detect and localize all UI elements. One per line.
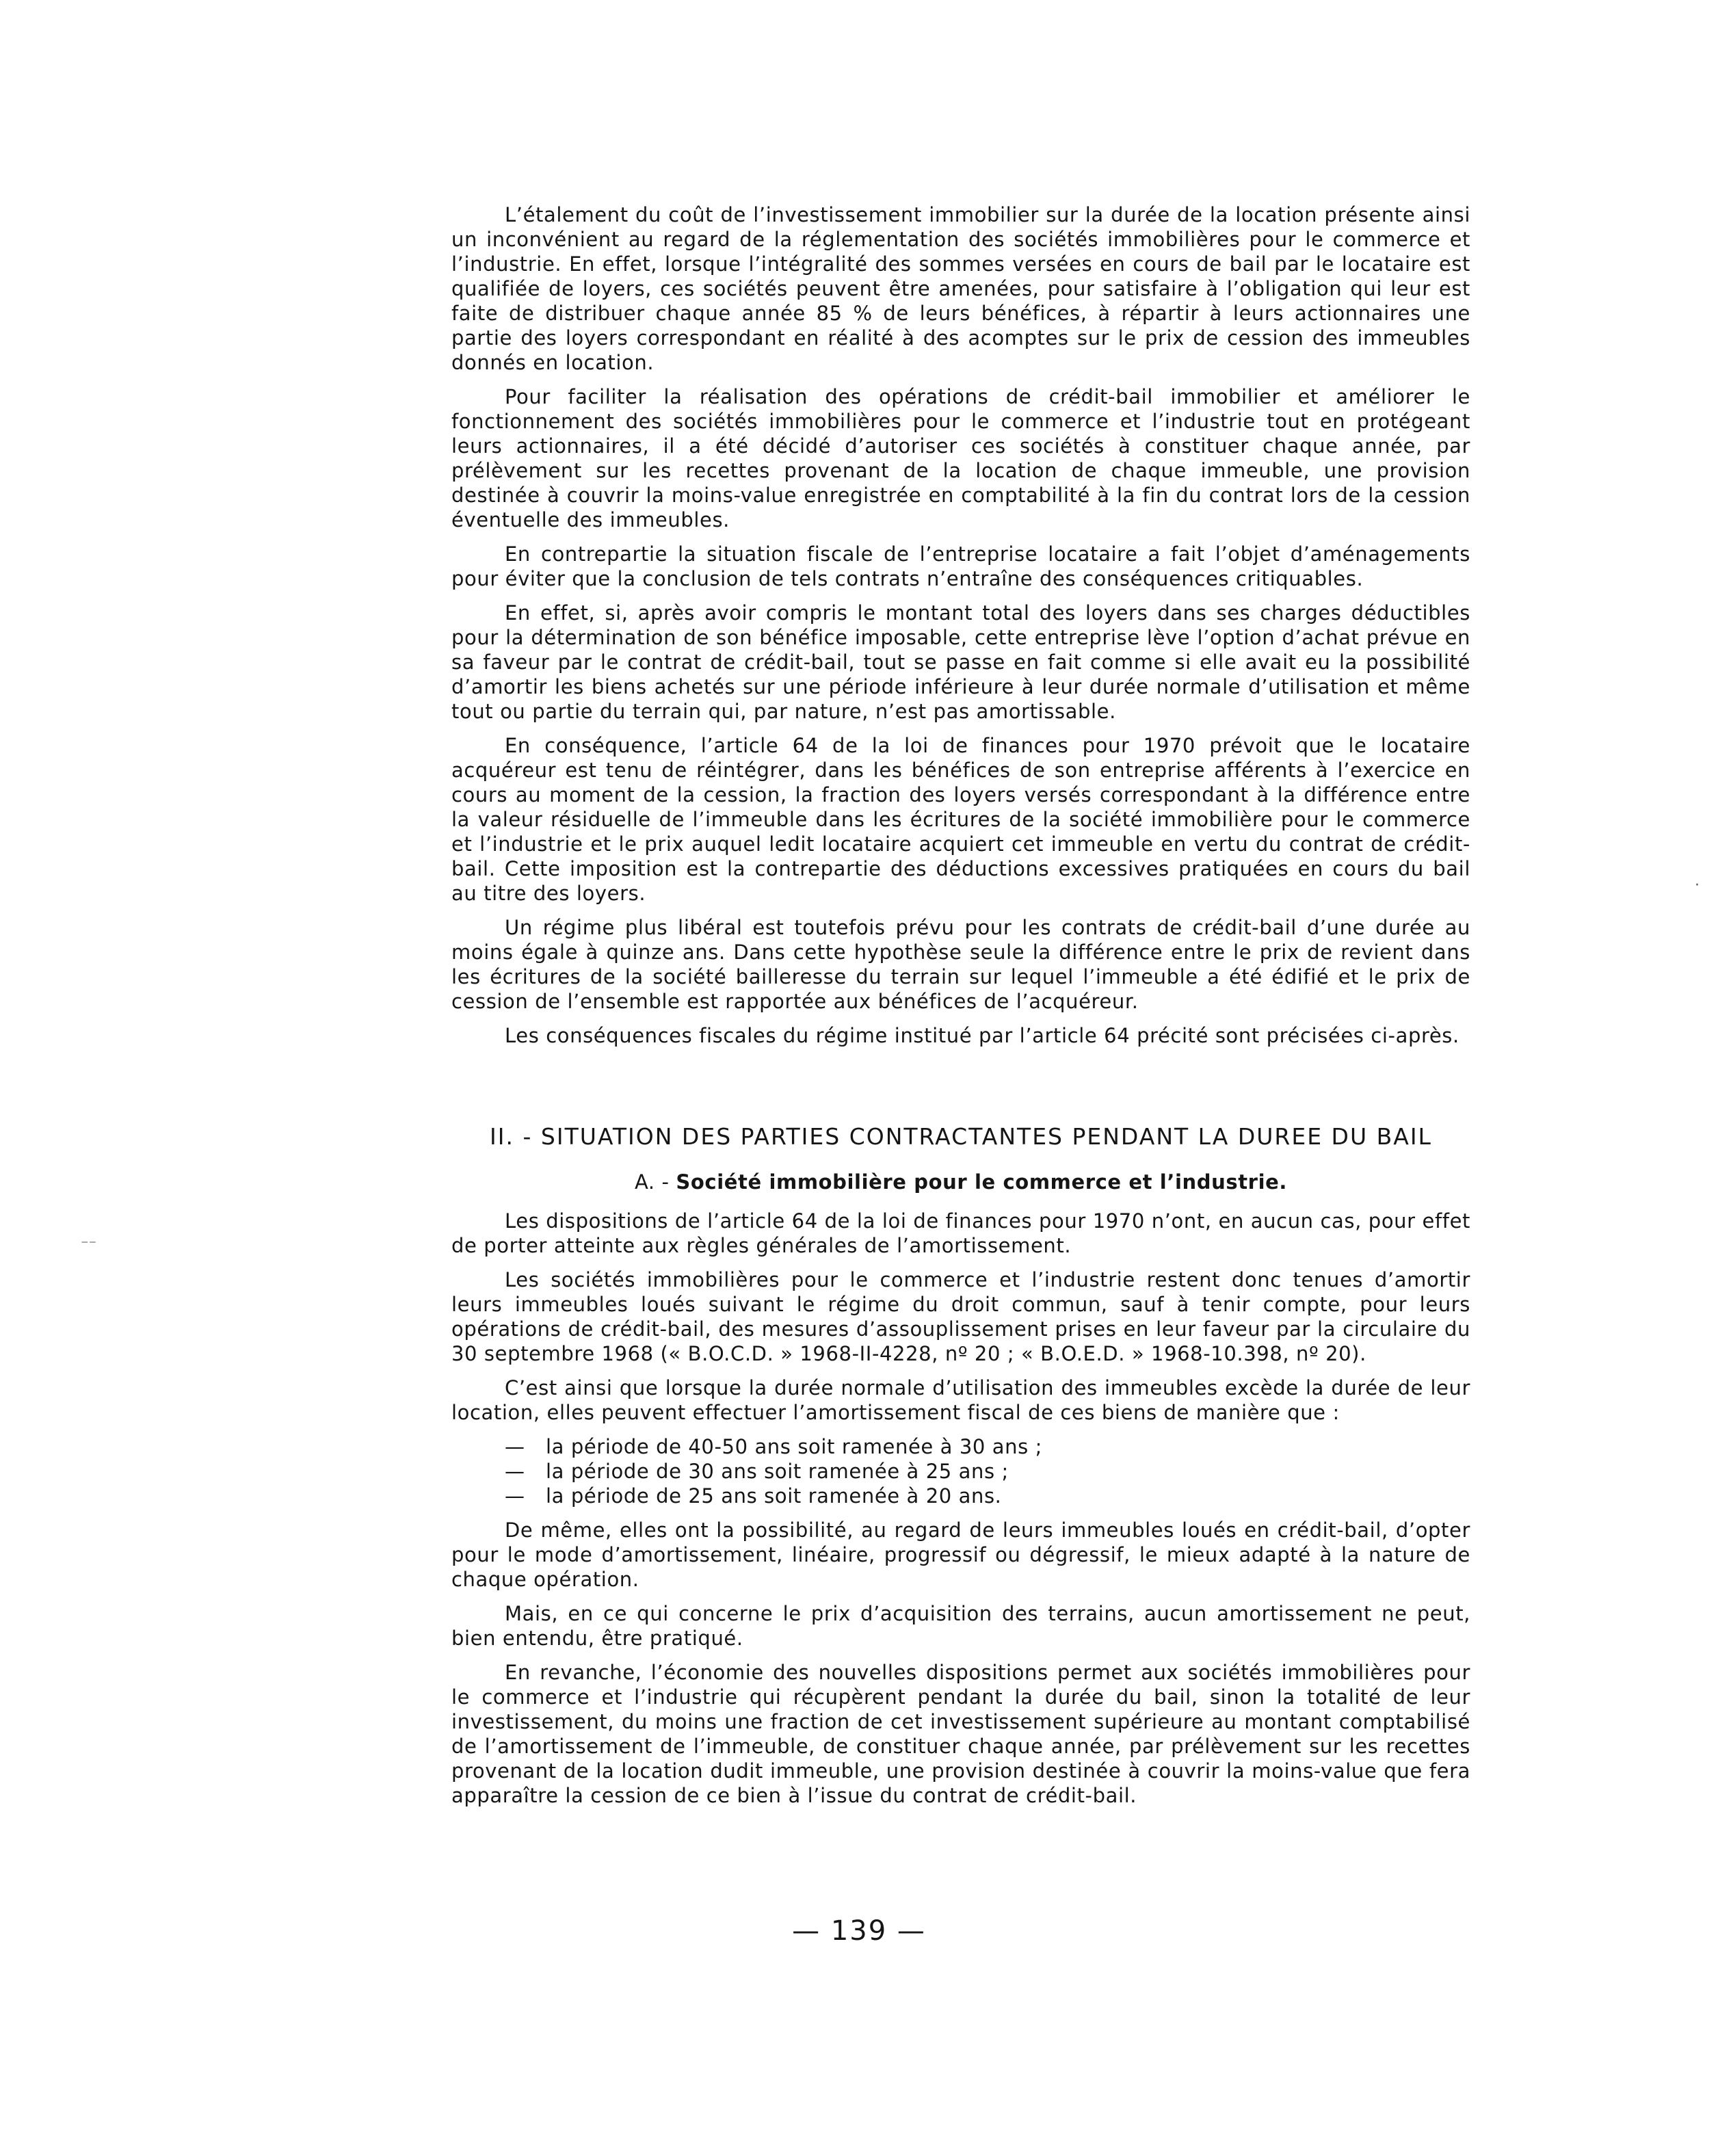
paragraph-intro-1: L’étalement du coût de l’investissement immobilier sur la durée de la location présente ainsi un inconvénient au regard de la réglementation des sociétés immobilières pour le commerce et l’industrie. En effet, lorsque l’intégralité des sommes versées en cours de bail par le locataire est qualifiée de loyers, ces sociétés peuvent être amenées, pour satisfaire à l’obligation qui leur est faite de distribuer chaque année 85 % de leurs bénéfices, à répartir à leurs actionnaires une partie des loyers correspondant en réalité à des acomptes sur le prix de cession des immeubles donnés en location. bbox=[451, 203, 1470, 374]
paragraph-intro-6: Un régime plus libéral est toutefois prévu pour les contrats de crédit-bail d’une durée au moins égale à quinze ans. Dans cette hypothèse seule la différence entre le prix de revient dans les écritures de la société bailleresse du terrain sur lequel l’immeuble a été édifié et le prix de cession de l’ensemble est rapportée aux bénéfices de l’acquéreur. bbox=[451, 916, 1470, 1013]
paragraph-after-list-2: Mais, en ce qui concerne le prix d’acquisition des terrains, aucun amortissement ne peut, bien entendu, être pratiqué. bbox=[451, 1602, 1470, 1650]
page-body bbox=[451, 202, 1470, 1817]
list-item bbox=[505, 1459, 1470, 1484]
paragraph-intro-3: En contrepartie la situation fiscale de l’entreprise locataire a fait l’objet d’aménagements pour éviter que la conclusion de tels contrats n’entraîne des conséquences critiquables. bbox=[451, 542, 1470, 590]
list-item-text: la période de 25 ans soit ramenée à 20 ans. bbox=[546, 1484, 1002, 1508]
section-heading: II. - SITUATION DES PARTIES CONTRACTANTES PENDANT LA DUREE DU BAIL bbox=[490, 1123, 1432, 1150]
page-number: — 139 — bbox=[792, 1915, 926, 1947]
scan-dash-mark: ⁻⁻ bbox=[81, 1237, 97, 1254]
paragraph-after-list-3: En revanche, l’économie des nouvelles dispositions permet aux sociétés immobilières pour le commerce et l’industrie qui récupèrent pendant la durée du bail, sinon la totalité de leur investissement, du moins une fraction de cet investissement supérieure au montant comptabilisé de l’amortissement de l’immeuble, de constituer chaque année, par prélèvement sur les recettes provenant de la location dudit immeuble, une provision destinée à couvrir la moins-value que fera apparaître la cession de ce bien à l’issue du contrat de crédit-bail. bbox=[451, 1661, 1470, 1807]
paragraph-intro-2: Pour faciliter la réalisation des opérations de crédit-bail immobilier et améliorer le fonctionnement des sociétés immobilières pour le commerce et l’industrie tout en protégeant leurs actionnaires, il a été décidé d’autoriser ces sociétés à constituer chaque année, par prélèvement sur les recettes provenant de la location de chaque immeuble, une provision destinée à couvrir la moins-value enregistrée en comptabilité à la fin du contrat lors de la cession éventuelle des immeubles. bbox=[451, 385, 1470, 531]
paragraph-intro-5: En conséquence, l’article 64 de la loi de finances pour 1970 prévoit que le locataire acquéreur est tenu de réintégrer, dans les bénéfices de son entreprise afférents à l’exercice en cours au moment de la cession, la fraction des loyers versés correspondant à la différence entre la valeur résiduelle de l’immeuble dans les écritures de la société immobilière pour le commerce et l’industrie et le prix auquel ledit locataire acquiert cet immeuble en vertu du contrat de crédit-bail. Cette imposition est la contrepartie des déductions excessives pratiquées en cours du bail au titre des loyers. bbox=[451, 734, 1470, 905]
paragraph-intro-4: En effet, si, après avoir compris le montant total des loyers dans ses charges déductibles pour la détermination de son bénéfice imposable, cette entreprise lève l’option d’achat prévue en sa faveur par le contrat de crédit-bail, tout se passe en fait comme si elle avait eu la possibilité d’amortir les biens achetés sur une période inférieure à leur durée normale d’utilisation et même tout ou partie du terrain qui, par nature, n’est pas amortissable. bbox=[451, 601, 1470, 723]
list-item bbox=[505, 1434, 1470, 1459]
paragraph-section-a-2: Les sociétés immobilières pour le commerce et l’industrie restent donc tenues d’amortir leurs immeubles loués suivant le régime du droit commun, sauf à tenir compte, pour leurs opérations de crédit-bail, des mesures d’assouplissement prises en leur faveur par la circulaire du 30 septembre 1968 (« B.O.C.D. » 1968-II-4228, nº 20 ; « B.O.E.D. » 1968-10.398, nº 20). bbox=[451, 1268, 1470, 1365]
paragraph-after-list-1: De même, elles ont la possibilité, au regard de leurs immeubles loués en crédit-bail, d’opter pour le mode d’amortissement, linéaire, progressif ou dégressif, le mieux adapté à la nature de chaque opération. bbox=[451, 1519, 1470, 1591]
subsection-prefix: A. - bbox=[634, 1170, 676, 1194]
dash-bullet: — bbox=[505, 1484, 525, 1508]
scan-speck-mark: · bbox=[1695, 877, 1700, 894]
list-item-text: la période de 30 ans soit ramenée à 25 ans ; bbox=[546, 1460, 1009, 1483]
dash-bullet: — bbox=[505, 1435, 525, 1458]
subsection-title: Société immobilière pour le commerce et l’industrie. bbox=[676, 1170, 1288, 1194]
section-spacer bbox=[451, 1057, 1470, 1123]
subsection-heading bbox=[451, 1170, 1470, 1194]
list-item bbox=[505, 1484, 1470, 1508]
amortization-period-list bbox=[451, 1434, 1470, 1508]
paragraph-intro-7: Les conséquences fiscales du régime institué par l’article 64 précité sont précisées ci-après. bbox=[505, 1024, 1459, 1047]
dash-bullet: — bbox=[505, 1460, 525, 1483]
paragraph-section-a-1: Les dispositions de l’article 64 de la loi de finances pour 1970 n’ont, en aucun cas, pour effet de porter atteinte aux règles générales de l’amortissement. bbox=[451, 1209, 1470, 1257]
list-item-text: la période de 40-50 ans soit ramenée à 30 ans ; bbox=[546, 1435, 1043, 1458]
paragraph-section-a-3: C’est ainsi que lorsque la durée normale d’utilisation des immeubles excède la durée de leur location, elles peuvent effectuer l’amortissement fiscal de ces biens de manière que : bbox=[451, 1376, 1470, 1424]
